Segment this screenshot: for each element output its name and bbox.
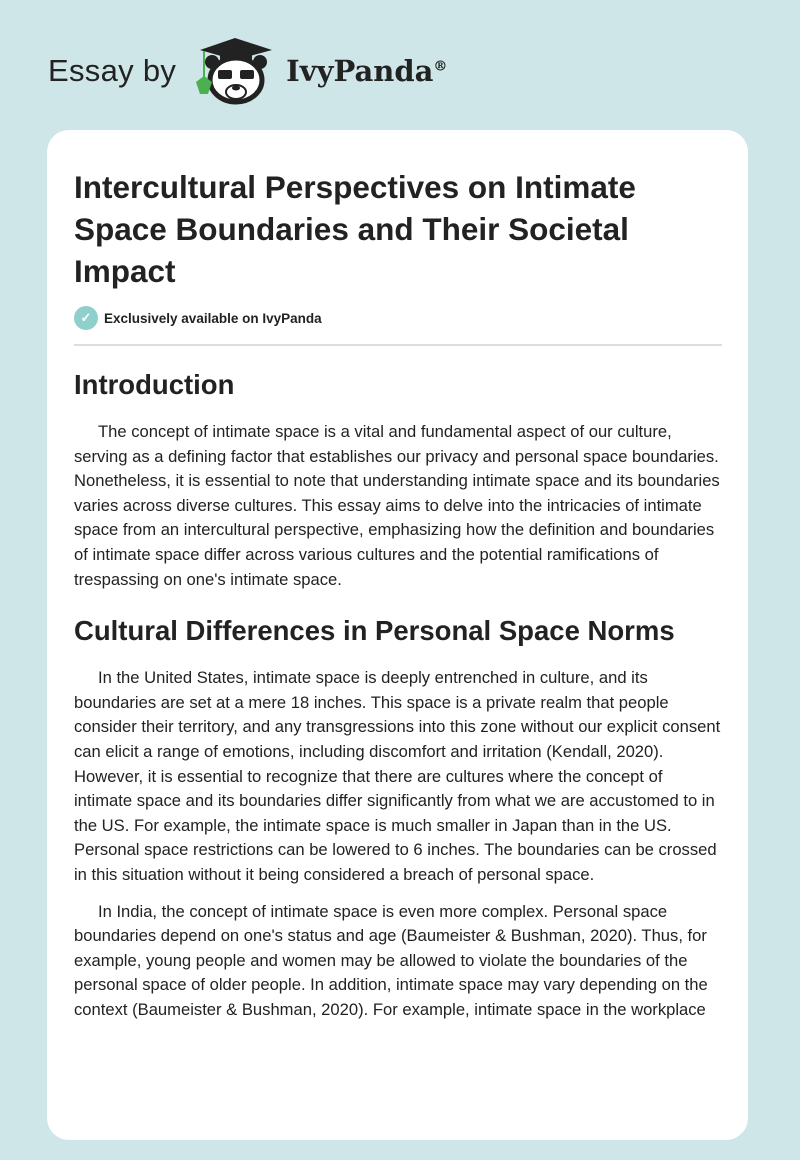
essay-title: Intercultural Perspectives on Intimate Space Boundaries and Their Societal Impact: [74, 169, 636, 289]
brand-text: IvyPanda: [286, 54, 434, 88]
essay-by-label: Essay by: [48, 53, 177, 88]
paragraph: In India, the concept of intimate space is even more complex. Personal space boundaries depend on one's status and age (Baumeister & Bushman, 2020). Thus, for example, young people and women may be allowed to violate the boundaries of the personal space of older people. In addition, intimate space may vary depending on the context (Baumeister & Bushman, 2020). For example, intimate space in the workplace: [74, 901, 708, 1019]
section-heading: Cultural Differences in Personal Space Norms: [74, 615, 675, 647]
header: [48, 36, 447, 106]
paragraph: The concept of intimate space is a vital and fundamental aspect of our culture, serving as a defining factor that establishes our privacy and personal space boundaries. Nonetheless, it is essential to note that understanding intimate space and its boundaries varies across diverse cultures. This essay aims to delve into the intricacies of intimate space from an intercultural perspective, emphasizing how the definition and boundaries of intimate space differ across various cultures and the potential ramifications of trespassing on one's intimate space.: [74, 422, 720, 589]
paragraph: In the United States, intimate space is deeply entrenched in culture, and its boundaries are set at a mere 18 inches. This space is a private realm that people consider their territory, and any transgressions into this zone without our explicit consent can elicit a range of emotions, including discomfort and irritation (Kendall, 2020). However, it is essential to recognize that there are cultures where the concept of intimate space and its boundaries differ significantly from what we are accustomed to in the US. For example, the intimate space is much smaller in Japan than in the US. Personal space restrictions can be lowered to 6 inches. The boundaries can be crossed in this situation without it being considered a breach of personal space.: [74, 668, 721, 884]
check-circle-icon: ✓: [74, 306, 98, 330]
ivypanda-logo-icon[interactable]: [190, 36, 280, 106]
exclusive-badge: [74, 306, 722, 330]
registered-mark: ®: [433, 58, 448, 75]
essay-card: [47, 130, 748, 1140]
divider: [74, 344, 722, 346]
badge-label: Exclusively available on IvyPanda: [104, 310, 322, 326]
section-heading: Introduction: [74, 369, 235, 400]
brand-name: [286, 54, 447, 88]
